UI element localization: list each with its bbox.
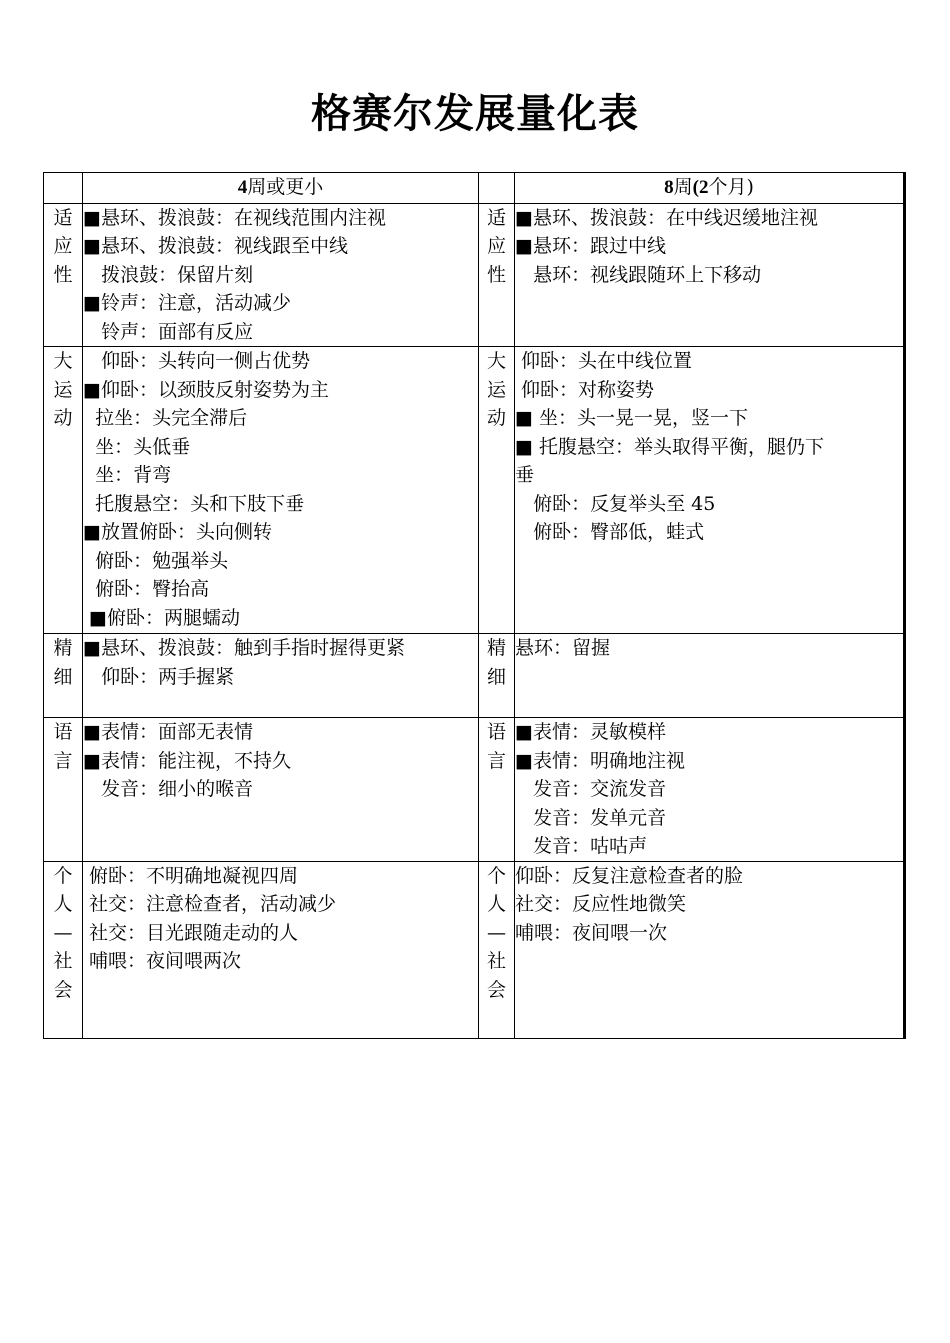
domain-char: 适 xyxy=(53,206,73,229)
domain-char: 社 xyxy=(486,950,506,972)
domain-char: 会 xyxy=(53,978,73,1001)
items-4-weeks xyxy=(83,203,479,347)
item-line: 哺喂：夜间喂两次 xyxy=(83,950,242,972)
column-header-8-weeks xyxy=(515,173,905,204)
items-8-weeks xyxy=(515,718,905,862)
domain-cell-gross-motor xyxy=(44,347,83,634)
item-line: ■悬环、拨浪鼓：视线跟至中线 xyxy=(83,235,348,257)
domain-cell-language xyxy=(479,718,515,862)
item-line: ■铃声：注意，活动减少 xyxy=(83,292,291,314)
item-line: ■悬环、拨浪鼓：触到手指时握得更紧 xyxy=(83,637,405,659)
domain-char: 大 xyxy=(53,350,73,372)
row-gross-motor xyxy=(44,347,905,634)
item-line: 拨浪鼓：保留片刻 xyxy=(83,263,254,286)
items-8-weeks xyxy=(515,634,905,718)
row-fine-motor xyxy=(44,634,905,718)
domain-char: 细 xyxy=(486,665,506,688)
item-line: ■ 坐：头一晃一晃，竖一下 xyxy=(515,407,748,429)
item-line: ■表情：灵敏模样 xyxy=(515,721,666,743)
item-line: ■表情：面部无表情 xyxy=(83,721,253,743)
item-line: 仰卧：反复注意检查者的脸 xyxy=(515,864,744,887)
domain-char: 动 xyxy=(53,407,73,429)
item-line: 坐：背弯 xyxy=(83,464,172,486)
domain-cell-fine-motor xyxy=(479,634,515,718)
column-number: 4 xyxy=(237,177,248,198)
item-line: ■悬环：跟过中线 xyxy=(515,235,666,257)
row-adaptive xyxy=(44,203,905,347)
item-line: 坐：头低垂 xyxy=(83,435,191,458)
domain-cell-adaptive xyxy=(44,203,83,347)
column-label: 周 xyxy=(673,176,693,198)
item-line: 铃声：面部有反应 xyxy=(83,320,254,343)
item-line: 垂 xyxy=(515,464,535,486)
item-line: 发音：细小的喉音 xyxy=(83,778,254,800)
domain-cell-gross-motor xyxy=(479,347,515,634)
item-line: 社交：目光跟随走动的人 xyxy=(83,921,299,944)
corner-cell xyxy=(479,173,515,204)
item-line: ■放置俯卧：头向侧转 xyxy=(83,521,272,543)
domain-char: 细 xyxy=(53,665,73,688)
item-line: ■悬环、拨浪鼓：在中线迟缓地注视 xyxy=(515,206,818,229)
column-number: (2 xyxy=(692,177,709,198)
item-line: 仰卧：头转向一侧占优势 xyxy=(83,350,311,372)
domain-cell-personal-social xyxy=(479,861,515,1038)
row-personal-social xyxy=(44,861,905,1038)
items-4-weeks xyxy=(83,634,479,718)
item-line: ■表情：能注视，不持久 xyxy=(83,749,291,772)
domain-cell-language xyxy=(44,718,83,862)
item-line: 社交：反应性地微笑 xyxy=(515,893,687,915)
item-line: 哺喂：夜间喂一次 xyxy=(515,921,668,944)
column-header-4-weeks xyxy=(83,173,479,204)
item-line: 拉坐：头完全滞后 xyxy=(83,407,248,429)
items-8-weeks xyxy=(515,347,905,634)
domain-char: 应 xyxy=(486,235,506,257)
item-line: 发音：发单元音 xyxy=(515,806,667,829)
domain-char: 语 xyxy=(53,721,73,743)
header-row xyxy=(44,173,905,204)
domain-char: 人 xyxy=(53,893,73,915)
column-label: 个月) xyxy=(708,176,754,198)
item-line: 俯卧：臀部低，蛙式 xyxy=(515,521,705,543)
item-line: ■表情：明确地注视 xyxy=(515,749,685,772)
domain-char: 大 xyxy=(486,350,506,372)
column-number: 8 xyxy=(664,177,674,198)
domain-char: 个 xyxy=(53,864,73,887)
item-line: 俯卧：不明确地凝视四周 xyxy=(83,864,299,887)
domain-char: 会 xyxy=(486,978,506,1001)
domain-char: 社 xyxy=(53,950,73,972)
item-line: 发音：咕咕声 xyxy=(515,835,648,857)
items-4-weeks xyxy=(83,347,479,634)
domain-cell-personal-social xyxy=(44,861,83,1038)
domain-char: 运 xyxy=(486,378,506,401)
gesell-table xyxy=(43,172,906,1039)
domain-char: 精 xyxy=(53,637,73,659)
item-line: 仰卧：对称姿势 xyxy=(515,378,655,401)
domain-cell-fine-motor xyxy=(44,634,83,718)
item-line: 俯卧：臀抬高 xyxy=(83,578,210,600)
column-label: 周或更小 xyxy=(247,176,324,198)
domain-char: 言 xyxy=(53,749,73,772)
domain-char: 言 xyxy=(486,749,506,772)
item-line: 俯卧：反复举头至 45 xyxy=(515,492,716,515)
item-line: 仰卧：两手握紧 xyxy=(83,665,235,688)
domain-char: 人 xyxy=(486,893,506,915)
item-line: ■俯卧：两腿蠕动 xyxy=(83,606,240,629)
item-line: 悬环：留握 xyxy=(515,637,611,659)
domain-char: 适 xyxy=(486,206,506,229)
domain-char: 性 xyxy=(53,263,73,286)
item-line: 俯卧：勉强举头 xyxy=(83,549,229,572)
item-line: 发音：交流发音 xyxy=(515,778,667,800)
domain-char: 动 xyxy=(486,407,506,429)
domain-char: 性 xyxy=(486,263,506,286)
item-line: ■ 托腹悬空：举头取得平衡，腿仍下 xyxy=(515,435,824,458)
items-4-weeks xyxy=(83,861,479,1038)
item-line: ■悬环、拨浪鼓：在视线范围内注视 xyxy=(83,206,386,229)
domain-char: 应 xyxy=(53,235,73,257)
item-line: 仰卧：头在中线位置 xyxy=(515,350,693,372)
items-8-weeks xyxy=(515,203,905,347)
domain-char: 个 xyxy=(486,864,506,887)
domain-cell-adaptive xyxy=(479,203,515,347)
domain-char: 运 xyxy=(53,378,73,401)
row-language xyxy=(44,718,905,862)
item-line: 托腹悬空：头和下肢下垂 xyxy=(83,492,305,515)
item-line: 悬环：视线跟随环上下移动 xyxy=(515,263,762,286)
item-line: ■仰卧：以颈肢反射姿势为主 xyxy=(83,378,329,401)
page-title: 格赛尔发展量化表 xyxy=(311,91,639,137)
corner-cell xyxy=(44,173,83,204)
item-line: 社交：注意检查者，活动减少 xyxy=(83,893,337,915)
domain-char: — xyxy=(487,921,506,944)
domain-char: 语 xyxy=(486,721,506,743)
domain-char: — xyxy=(53,921,73,944)
domain-char: 精 xyxy=(486,637,506,659)
items-8-weeks xyxy=(515,861,905,1038)
items-4-weeks xyxy=(83,718,479,862)
